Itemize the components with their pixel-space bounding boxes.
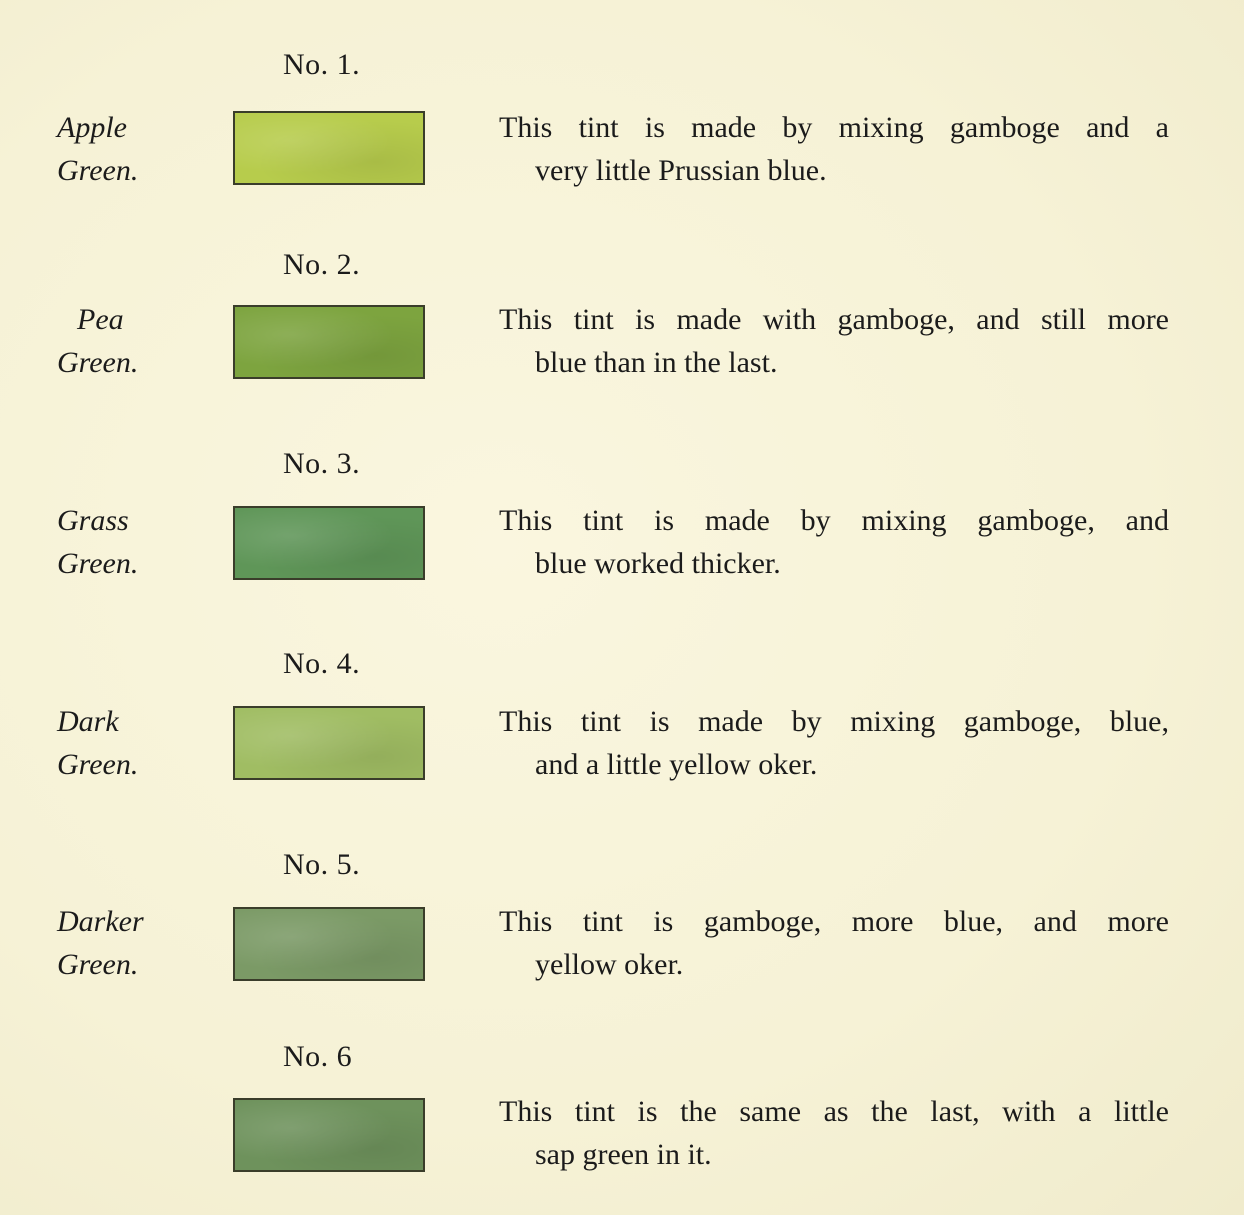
description-line: This tint is made by mixing gamboge, blue, bbox=[499, 705, 1169, 738]
tint-number: No. 6 bbox=[283, 1040, 353, 1073]
color-swatch bbox=[233, 506, 425, 580]
tint-name-line: Green. bbox=[57, 154, 139, 187]
tint-description bbox=[499, 499, 1169, 585]
tint-name-line: Green. bbox=[57, 948, 139, 981]
tint-number: No. 1. bbox=[283, 48, 361, 81]
color-swatch bbox=[233, 706, 425, 780]
tint-name bbox=[57, 900, 217, 986]
tint-name-line: Apple bbox=[57, 111, 127, 144]
description-line: sap green in it. bbox=[535, 1138, 712, 1171]
tint-name-line: Green. bbox=[57, 547, 139, 580]
description-line: This tint is gamboge, more blue, and more bbox=[499, 905, 1169, 938]
tint-description bbox=[499, 298, 1169, 384]
bleed-through-texture bbox=[80, 40, 1180, 106]
tint-name bbox=[57, 106, 217, 192]
tint-name bbox=[57, 700, 217, 786]
tint-number: No. 3. bbox=[283, 447, 361, 480]
tint-name-line: Green. bbox=[57, 748, 139, 781]
color-swatch bbox=[233, 305, 425, 379]
description-line: blue than in the last. bbox=[535, 346, 778, 379]
description-line: This tint is made with gamboge, and still more bbox=[499, 303, 1169, 336]
tint-number: No. 2. bbox=[283, 248, 361, 281]
description-line: yellow oker. bbox=[535, 948, 684, 981]
color-swatch bbox=[233, 111, 425, 185]
description-line: and a little yellow oker. bbox=[535, 748, 818, 781]
tint-name bbox=[57, 298, 217, 384]
tint-number: No. 4. bbox=[283, 647, 361, 680]
tint-description bbox=[499, 106, 1169, 192]
description-line: very little Prussian blue. bbox=[535, 154, 827, 187]
tint-description bbox=[499, 900, 1169, 986]
tint-name bbox=[57, 499, 217, 585]
tint-description bbox=[499, 700, 1169, 786]
description-line: This tint is made by mixing gamboge and a bbox=[499, 111, 1169, 144]
tint-description bbox=[499, 1090, 1169, 1176]
tint-name-line: Pea bbox=[77, 303, 124, 336]
tint-name-line: Grass bbox=[57, 504, 129, 537]
tint-name-line: Dark bbox=[57, 705, 119, 738]
tint-name-line: Green. bbox=[57, 346, 139, 379]
description-line: This tint is the same as the last, with a little bbox=[499, 1095, 1169, 1128]
description-line: This tint is made by mixing gamboge, and bbox=[499, 504, 1169, 537]
color-swatch bbox=[233, 1098, 425, 1172]
tint-number: No. 5. bbox=[283, 848, 361, 881]
tint-name-line: Darker bbox=[57, 905, 144, 938]
color-swatch bbox=[233, 907, 425, 981]
description-line: blue worked thicker. bbox=[535, 547, 781, 580]
